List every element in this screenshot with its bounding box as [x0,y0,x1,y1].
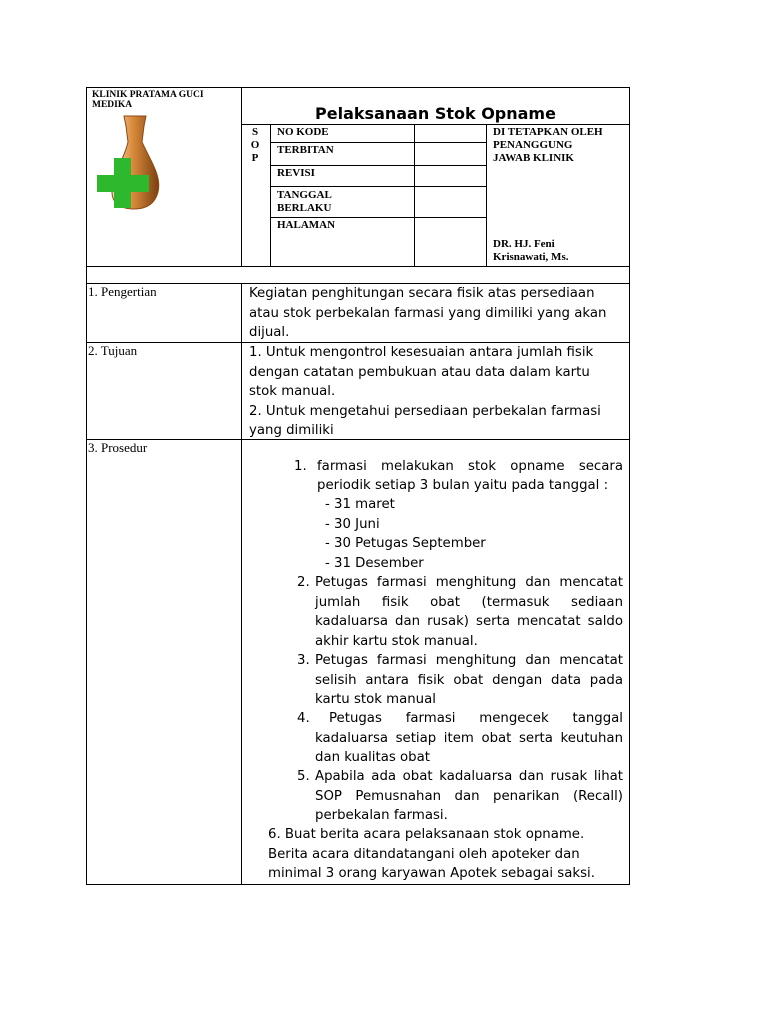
step-number: 5. [297,769,310,784]
prosedur-step-6: 6. Buat berita acara pelaksanaan stok opname. Berita acara ditandatangani oleh apoteker dan minimal 3 orang karyawan Apotek sebagai saksi. [268,827,595,881]
step-number: 1. [294,459,307,474]
date-item: - 30 Petugas September [325,536,486,551]
page-title: Pelaksanaan Stok Opname [315,104,556,123]
prosedur-step-1-line2: periodik setiap 3 bulan yaitu pada tanggal : [317,478,609,493]
tujuan-item: 2. Untuk mengetahui persediaan perbekalan farmasi yang dimiliki [249,403,601,438]
section-label-prosedur: 3. Prosedur [88,440,148,455]
section-label-pengertian: 1. Pengertian [88,284,157,299]
tujuan-item: 1. Untuk mengontrol kesesuaian antara jumlah fisik dengan catatan pembukuan atau data dalam kartu stok manual. [249,345,594,399]
prosedur-step-1: farmasi melakukan stok opname secara [317,459,623,474]
prosedur-step-5: Apabila ada obat kadaluarsa dan rusak lihat SOP Pemusnahan dan penarikan (Recall) perbekalan farmasi. [315,769,623,823]
step-number: 3. [297,653,310,668]
prosedur-step-2: Petugas farmasi menghitung dan mencatat jumlah fisik obat (termasuk sediaan kadaluarsa dan rusak) serta mencatat saldo akhir kartu stok manual. [315,575,623,649]
signatory-name: DR. HJ. Feni Krisnawati, Ms. [493,238,569,263]
approval-text: DI TETAPKAN OLEH PENANGGUNG JAWAB KLINIK [493,126,603,164]
pengertian-text: Kegiatan penghitungan secara fisik atas persediaan atau stok perbekalan farmasi yang dimiliki yang akan dijual. [249,286,607,340]
prosedur-step-4: Petugas farmasi mengecek tanggal kadaluarsa setiap item obat serta keutuhan dan kualitas obat [315,711,623,765]
section-label-tujuan: 2. Tujuan [88,343,138,358]
field-halaman: HALAMAN [277,219,336,231]
prosedur-step-3: Petugas farmasi menghitung dan mencatat selisih antara fisik obat dengan data pada kartu stok manual [315,653,623,707]
date-list [325,495,486,573]
sop-letter-o: O [250,139,260,151]
step-number: 4. [297,711,310,726]
field-revisi: REVISI [277,167,315,179]
sop-letter-s: S [251,126,259,138]
step-number: 2. [297,575,310,590]
field-terbitan: TERBITAN [277,144,334,156]
sop-letter-p: P [251,152,259,164]
clinic-name: KLINIK PRATAMA GUCI MEDIKA [92,90,204,110]
date-item: - 31 maret [325,497,395,512]
field-no-kode: NO KODE [277,126,329,138]
sop-label [248,126,262,165]
tujuan-list [249,343,619,441]
vase-cross-logo [96,112,164,212]
date-item: - 31 Desember [325,555,424,571]
field-tanggal-berlaku: TANGGAL BERLAKU [277,189,332,214]
date-item: - 30 Juni [325,516,380,532]
